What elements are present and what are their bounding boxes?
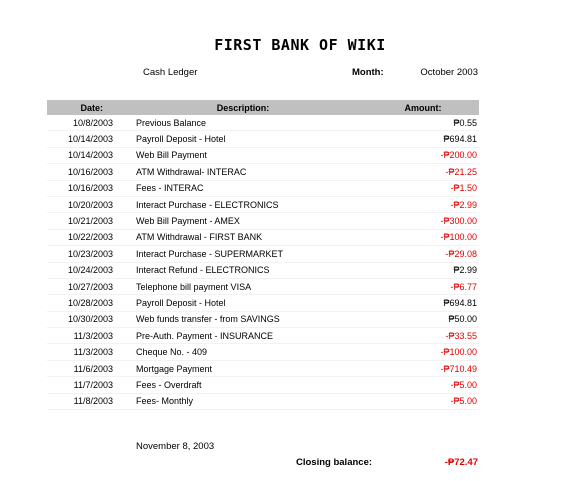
statement-date: November 8, 2003 <box>136 441 215 452</box>
row-amount: -₱6.77 <box>450 281 477 292</box>
row-description: Payroll Deposit - Hotel <box>136 297 226 308</box>
row-description: ATM Withdrawal- INTERAC <box>136 166 247 177</box>
table-row <box>47 181 479 197</box>
row-date: 11/7/2003 <box>73 379 113 390</box>
row-description: Telephone bill payment VISA <box>136 281 252 292</box>
table-row <box>47 344 479 360</box>
row-date: 10/14/2003 <box>67 134 113 145</box>
row-date: 10/28/2003 <box>67 297 113 308</box>
table-row <box>47 115 479 131</box>
ledger-rows <box>47 115 479 410</box>
row-date: 10/16/2003 <box>67 183 113 194</box>
row-date: 10/27/2003 <box>67 281 113 292</box>
row-amount: -₱1.50 <box>450 183 477 194</box>
row-amount: -₱21.25 <box>445 166 477 177</box>
row-description: Mortgage Payment <box>136 363 213 374</box>
table-row <box>47 213 479 229</box>
table-row <box>47 131 479 147</box>
table-row <box>47 394 479 410</box>
row-description: Web funds transfer - from SAVINGS <box>136 314 280 325</box>
table-row <box>47 230 479 246</box>
row-date: 10/16/2003 <box>67 166 113 177</box>
row-amount: -₱33.55 <box>445 330 477 341</box>
date-column-header: Date: <box>80 102 103 113</box>
ledger-label: Cash Ledger <box>143 67 198 78</box>
row-description: Cheque No. - 409 <box>136 347 208 358</box>
closing-balance-value: -₱72.47 <box>444 457 478 468</box>
description-column-header: Description: <box>216 102 270 113</box>
row-date: 10/21/2003 <box>67 216 113 227</box>
row-description: Interact Refund - ELECTRONICS <box>136 265 270 276</box>
table-row <box>47 361 479 377</box>
ledger-header-row <box>47 100 479 115</box>
row-description: Previous Balance <box>136 117 207 128</box>
row-amount: -₱100.00 <box>440 232 477 243</box>
row-amount: -₱200.00 <box>440 150 477 161</box>
row-description: ATM Withdrawal - FIRST BANK <box>136 232 263 243</box>
closing-balance-label: Closing balance: <box>296 457 373 468</box>
table-row <box>47 263 479 279</box>
table-row <box>47 279 479 295</box>
month-label: Month: <box>352 67 384 78</box>
row-amount: -₱100.00 <box>440 347 477 358</box>
row-date: 11/6/2003 <box>73 363 113 374</box>
table-row <box>47 197 479 213</box>
row-date: 10/30/2003 <box>67 314 113 325</box>
row-date: 10/8/2003 <box>72 117 113 128</box>
month-value: October 2003 <box>420 67 478 78</box>
row-amount: -₱29.08 <box>445 248 477 259</box>
row-date: 10/24/2003 <box>67 265 113 276</box>
row-amount: -₱710.49 <box>440 363 477 374</box>
row-amount: ₱2.99 <box>453 265 477 276</box>
bank-title: FIRST BANK OF WIKI <box>214 36 386 54</box>
row-amount: -₱5.00 <box>450 396 477 407</box>
row-amount: ₱50.00 <box>448 314 477 325</box>
row-description: Pre-Auth. Payment - INSURANCE <box>136 330 274 341</box>
table-row <box>47 295 479 311</box>
row-date: 10/22/2003 <box>67 232 113 243</box>
row-amount: -₱5.00 <box>450 379 477 390</box>
row-description: Fees - Overdraft <box>136 379 202 390</box>
row-date: 10/14/2003 <box>67 150 113 161</box>
table-row <box>47 148 479 164</box>
row-amount: ₱694.81 <box>443 134 477 145</box>
row-amount: -₱300.00 <box>440 216 477 227</box>
row-date: 11/8/2003 <box>73 396 113 407</box>
table-row <box>47 164 479 180</box>
row-description: Fees- Monthly <box>136 396 194 407</box>
row-description: Web Bill Payment <box>136 150 207 161</box>
row-amount: -₱2.99 <box>450 199 477 210</box>
ledger-table <box>47 100 479 410</box>
row-date: 10/23/2003 <box>67 248 113 259</box>
row-description: Fees - INTERAC <box>136 183 204 194</box>
row-description: Payroll Deposit - Hotel <box>136 134 226 145</box>
row-date: 11/3/2003 <box>73 330 113 341</box>
row-date: 11/3/2003 <box>73 347 113 358</box>
table-row <box>47 377 479 393</box>
row-amount: ₱0.55 <box>453 117 477 128</box>
row-description: Interact Purchase - ELECTRONICS <box>136 199 279 210</box>
row-description: Web Bill Payment - AMEX <box>136 216 240 227</box>
table-row <box>47 328 479 344</box>
row-amount: ₱694.81 <box>443 297 477 308</box>
row-description: Interact Purchase - SUPERMARKET <box>136 248 284 259</box>
row-date: 10/20/2003 <box>67 199 113 210</box>
table-row <box>47 246 479 262</box>
amount-column-header: Amount: <box>404 102 442 113</box>
table-row <box>47 312 479 328</box>
